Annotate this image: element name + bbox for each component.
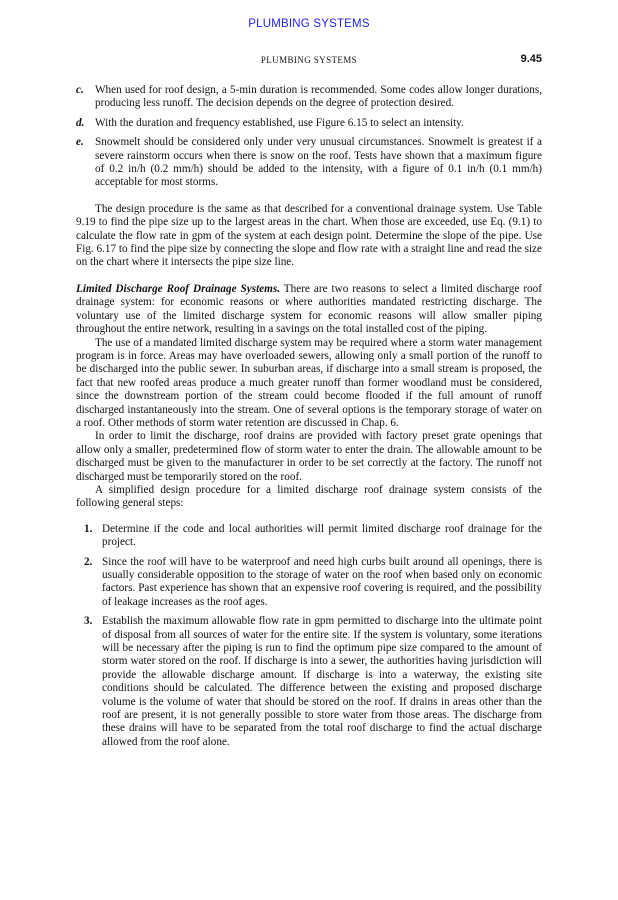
section-paragraph — [76, 283, 542, 337]
step-text: Establish the maximum allowable flow rate in gpm permitted to discharge into the ultimate point of disposal from all sources of water for the entire site. If the system is voluntary, some iterations will be necessary after the piping is run to find the optimum pipe size compared to the amount of storm water stored on the roof. If discharge is into a sewer, the authorities having jurisdiction will provide the allowable discharge amount. If discharge is into a waterway, the existing site conditions should be calculated. The difference between the existing and proposed discharge volume is the volume of water that should be stored on the roof. If drains in areas other than the roof are present, it is not generally possible to store water from those areas. The discharge from these drains will have to be separated from the total roof discharge to find the actual discharge allowed from the roof alone. — [102, 615, 542, 748]
list-item — [76, 84, 542, 111]
page-body — [76, 84, 542, 749]
item-text: With the duration and frequency established, use Figure 6.15 to select an intensity. — [95, 116, 464, 129]
item-text: Snowmelt should be considered only under very unusual circumstances. Snowmelt is greatest if a severe rainstorm occurs when there is snow on the roof. Tests have shown that a maximum figure of 0.2 in/h (0.2 mm/h) should be added to the intensity, with a figure of 0.1 in/h (0.1 mm/h) acceptable for most storms. — [95, 136, 542, 189]
running-head: PLUMBING SYSTEMS — [260, 55, 358, 65]
section-heading: Limited Discharge Roof Drainage Systems. — [76, 282, 280, 295]
step-text: Determine if the code and local authorities will permit limited discharge roof drainage for the project. — [102, 522, 542, 549]
paragraph-mandated: The use of a mandated limited discharge system may be required where a storm water management program is in force. Areas may have overloaded sewers, allowing only a small portion of the runoff to be discharged into the public sewer. In suburban areas, if discharge into a small stream is proposed, the fact that new roofed areas produce a much greater runoff than former woodland must be considered, since the downstream portion of the stream could become flooded if the full amount of runoff discharged instantaneously into the stream. One of several options is the temporary storage of water on a roof. Other methods of storm water retention are discussed in Chap. 6. — [76, 336, 542, 429]
step-number: 2. — [84, 555, 93, 568]
numbered-step — [84, 523, 542, 550]
item-label: c. — [76, 84, 84, 96]
paragraph-limit: In order to limit the discharge, roof drains are provided with factory preset grate openings that allow only a smaller, predetermined flow of storm water to enter the drain. The allowable amount to be discharged must be given to the manufacturer in order to be set correctly at the factory. The runoff not discharged must be temporarily stored on the roof. — [76, 430, 542, 483]
numbered-step — [84, 615, 542, 749]
step-text: Since the roof will have to be waterproof and need high curbs built around all openings, there is usually considerable opposition to the storage of water on the roof when based only on economic factors. Past experience has shown that an expensive roof covering is required, and the possibility of leakage increases as the roof ages. — [102, 555, 542, 608]
item-text: When used for roof design, a 5-min duration is recommended. Some codes allow longer durations, producing less runoff. The decision depends on the degree of protection desired. — [95, 84, 542, 110]
numbered-step — [84, 556, 542, 610]
item-label: e. — [76, 136, 84, 149]
section-paragraph-text: There are two reasons to select a limited discharge roof drainage system: for economic reasons or where authorities mandated restricting discharge. The voluntary use of the limited discharge system for economic reasons will allow smaller piping throughout the entire network, resulting in a savings on the total installed cost of the piping. — [76, 282, 542, 336]
list-item — [76, 136, 542, 190]
step-number: 3. — [84, 615, 93, 628]
page-number: 9.45 — [520, 53, 542, 65]
document-banner: PLUMBING SYSTEMS — [248, 18, 370, 30]
paragraph-simplified: A simplified design procedure for a limited discharge roof drainage system consists of the following general steps: — [76, 483, 542, 510]
step-number: 1. — [84, 522, 93, 535]
paragraph-design-procedure: The design procedure is the same as that described for a conventional drainage system. Use Table 9.19 to find the pipe size up to the largest areas in the chart. When those are exceeded, use Eq. (9.1) to calculate the flow rate in gpm of the system at each design point. Determine the slope of the pipe. Use Fig. 6.17 to find the pipe size by connecting the slope and flow rate with a straight line and read the size on the chart where it intersects the pipe size line. — [76, 202, 542, 269]
list-item — [76, 117, 542, 130]
item-label: d. — [76, 116, 85, 129]
